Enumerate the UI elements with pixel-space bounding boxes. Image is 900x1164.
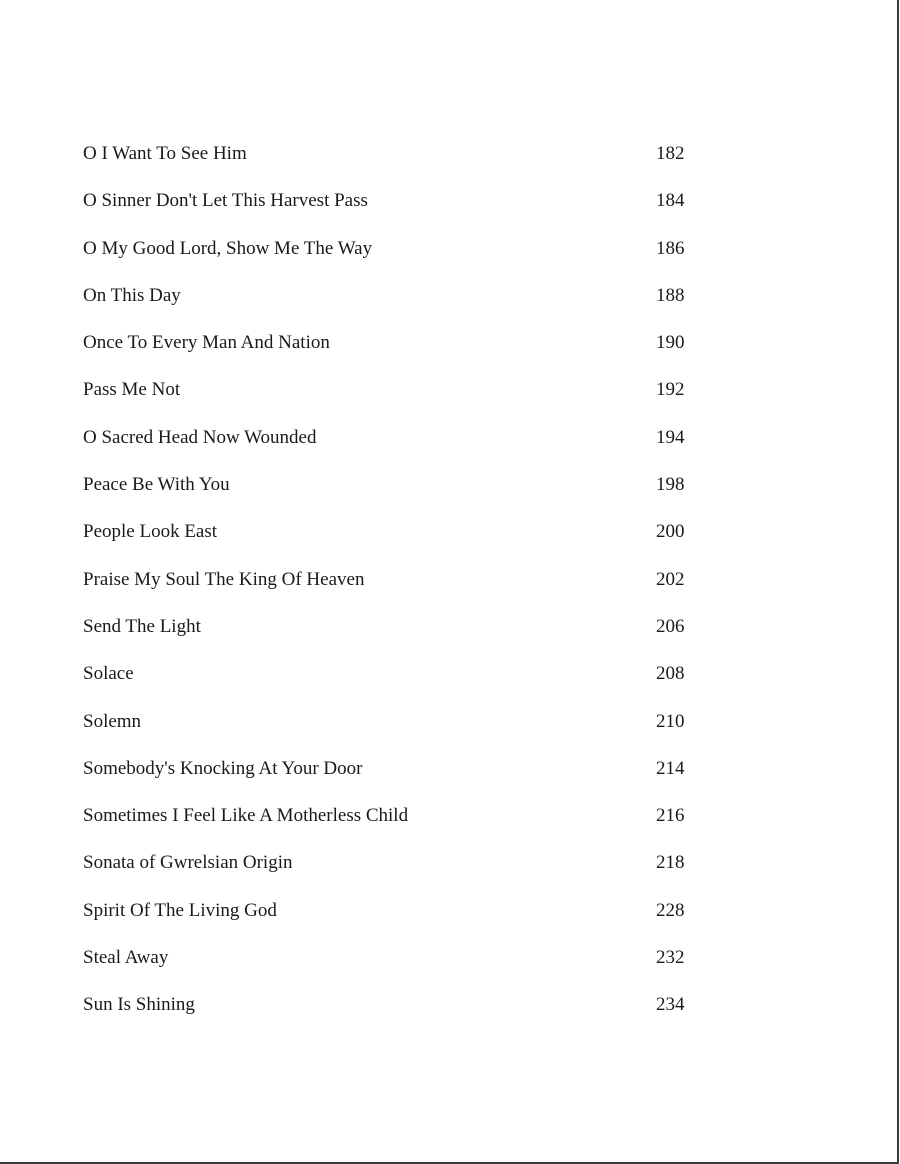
toc-entry — [83, 988, 693, 1035]
toc-entry-title: People Look East — [83, 521, 218, 543]
toc-entry-page-number: 184 — [656, 190, 685, 212]
toc-entry — [83, 373, 693, 420]
toc-entry-title: O My Good Lord, Show Me The Way — [83, 237, 373, 259]
toc-entry-title: On This Day — [83, 284, 181, 306]
toc-entry-title: O I Want To See Him — [83, 143, 247, 164]
toc-entry-page-number: 234 — [656, 994, 685, 1016]
toc-entry-title: Pass Me Not — [83, 379, 181, 401]
toc-entry-title: O Sinner Don't Let This Harvest Pass — [83, 190, 368, 212]
toc-entry-title: Somebody's Knocking At Your Door — [83, 757, 363, 779]
toc-entry — [83, 468, 693, 515]
toc-entry — [83, 941, 693, 988]
toc-entry — [83, 610, 693, 657]
toc-entry-title: Peace Be With You — [83, 474, 230, 496]
toc-entry — [83, 894, 693, 941]
toc-entry-title: Sonata of Gwrelsian Origin — [83, 852, 293, 874]
toc-entry-page-number: 218 — [656, 852, 685, 874]
toc-entry-title: Send The Light — [83, 615, 201, 637]
toc-entry-title: Solace — [83, 663, 134, 685]
toc-entry — [83, 515, 693, 562]
toc-entry-page-number: 216 — [656, 805, 685, 827]
toc-entry-page-number: 232 — [656, 947, 685, 969]
toc-entry-page-number: 182 — [656, 143, 685, 164]
toc-entry-title: Solemn — [83, 710, 142, 732]
toc-entry — [83, 232, 693, 279]
toc-entry-title: Sometimes I Feel Like A Motherless Child — [83, 805, 409, 827]
toc-entry — [83, 705, 693, 752]
toc-entry-title: Spirit Of The Living God — [83, 899, 277, 921]
toc-entry — [83, 137, 693, 184]
toc-entry-title: Sun Is Shining — [83, 994, 195, 1016]
toc-entry — [83, 279, 693, 326]
toc-entry — [83, 563, 693, 610]
toc-entry-page-number: 194 — [656, 426, 685, 448]
toc-entry-title: O Sacred Head Now Wounded — [83, 426, 317, 448]
toc-entry-page-number: 206 — [656, 615, 685, 637]
table-of-contents — [83, 137, 693, 1036]
toc-entry-page-number: 198 — [656, 474, 685, 496]
toc-entry — [83, 657, 693, 704]
toc-entry-title: Once To Every Man And Nation — [83, 332, 330, 354]
toc-entry-page-number: 190 — [656, 332, 685, 354]
toc-entry-page-number: 210 — [656, 710, 685, 732]
toc-entry-page-number: 228 — [656, 899, 685, 921]
toc-entry — [83, 184, 693, 231]
toc-entry — [83, 752, 693, 799]
toc-entry-title: Steal Away — [83, 947, 169, 969]
toc-entry — [83, 799, 693, 846]
toc-entry — [83, 326, 693, 373]
toc-entry-title: Praise My Soul The King Of Heaven — [83, 568, 365, 590]
toc-entry — [83, 846, 693, 893]
toc-entry-page-number: 214 — [656, 757, 685, 779]
toc-entry-page-number: 200 — [656, 521, 685, 543]
toc-entry-page-number: 186 — [656, 237, 685, 259]
toc-entry-page-number: 192 — [656, 379, 685, 401]
toc-entry — [83, 421, 693, 468]
toc-entry-page-number: 202 — [656, 568, 685, 590]
toc-entry-page-number: 208 — [656, 663, 685, 685]
toc-entry-page-number: 188 — [656, 284, 685, 306]
